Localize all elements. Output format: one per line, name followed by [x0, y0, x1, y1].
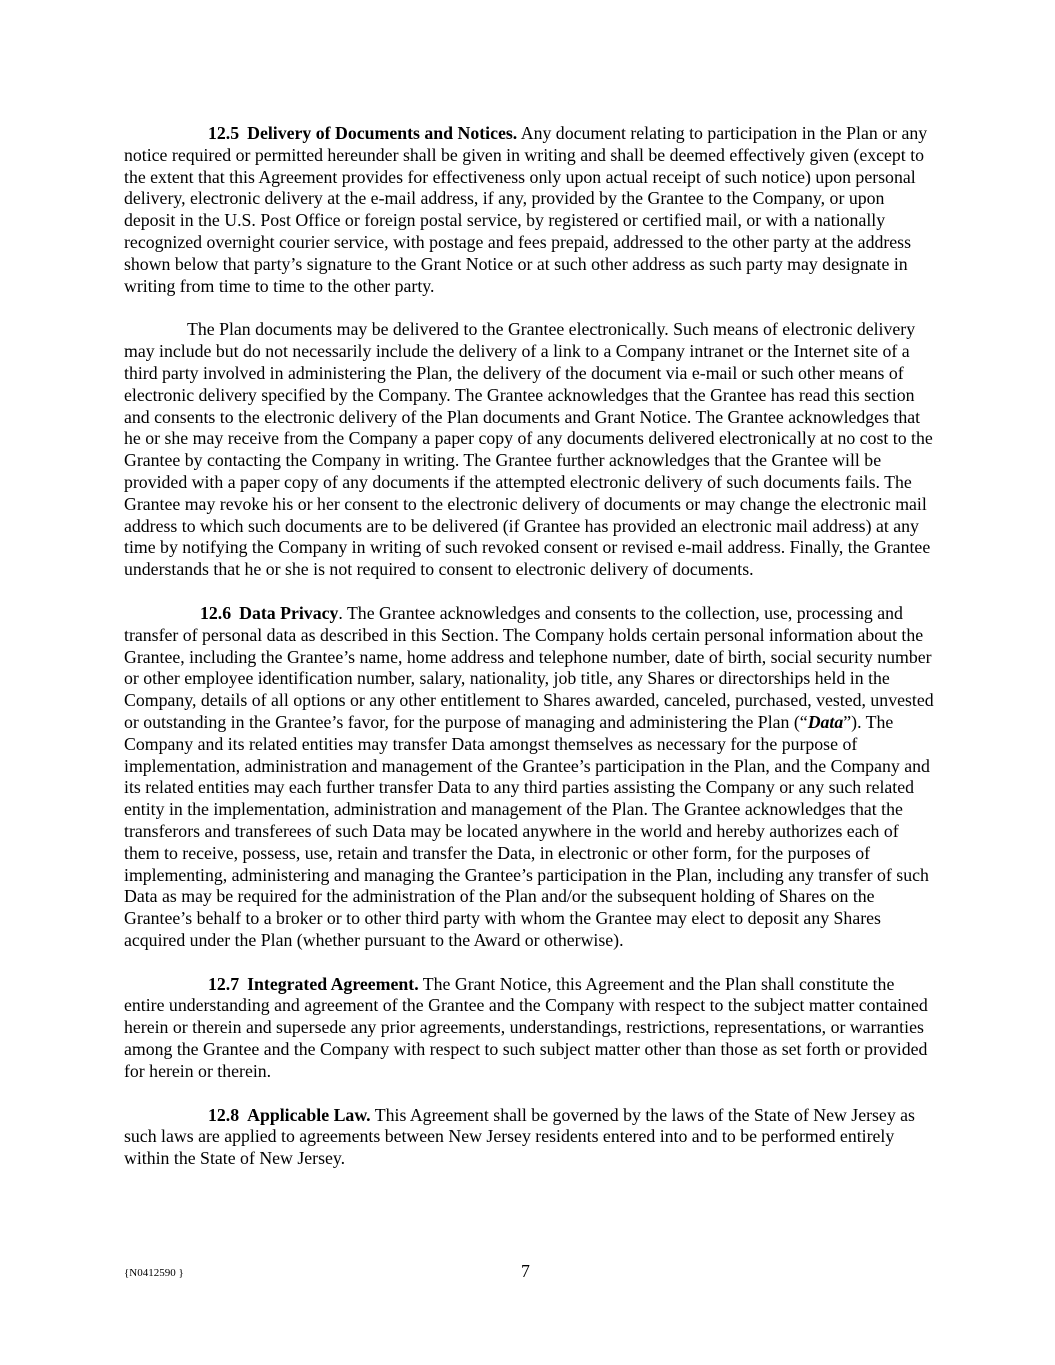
section-title: Integrated Agreement.	[247, 973, 419, 994]
section-body: The Grant Notice, this Agreement and the Plan shall constitute the entire understanding and agreement of the Grantee and the Company with respect to the subject matter contained herein or therein and supersede any prior agreements, understandings, restrictions, representations, or warranties among the Grantee and the Company with respect to such subject matter other than those as set forth or provided for herein or therein.	[124, 973, 928, 1081]
section-body: . The Grantee acknowledges and consents to the collection, use, processing and transfer of personal data as described in this Section. The Company holds certain personal information about the Grantee, including the Grantee’s name, home address and telephone number, date of birth, social security number or other employee identification number, salary, nationality, job title, any Shares or directorships held in the Company, details of all options or any other entitlement to Shares awarded, canceled, purchased, vested, unvested or outstanding in the Grantee’s favor, for the purpose of managing and administering the Plan (“	[124, 602, 934, 732]
page-number: 7	[521, 1261, 530, 1281]
section-body-continued: ”). The Company and its related entities may transfer Data amongst themselves as necessary for the purpose of implementation, administration and management of the Grantee’s participation in the Plan, and the Company and its related entities may each further transfer Data to any third parties assisting the Company or any such related entity in the implementation, administration and management of the Plan. The Grantee acknowledges that the transferors and transferees of such Data may be located anywhere in the world and hereby authorizes each of them to receive, possess, use, retain and transfer the Data, in electronic or other form, for the purposes of implementing, administering and managing the Grantee’s participation in the Plan, including any transfer of such Data as may be required for the administration of the Plan and/or the subsequent holding of Shares on the Grantee’s behalf to a broker or to other third party with whom the Grantee may elect to deposit any Shares acquired under the Plan (whether pursuant to the Award or otherwise).	[124, 711, 930, 950]
section-12-7	[124, 974, 936, 1083]
defined-term: Data	[807, 711, 844, 732]
section-title: Applicable Law.	[247, 1104, 371, 1125]
section-number: 12.5	[208, 123, 240, 143]
section-body: Any document relating to participation in the Plan or any notice required or permitted hereunder shall be given in writing and shall be deemed effectively given (except to the extent that this Agreement provides for effectiveness only upon actual receipt of such notice) upon personal delivery, electronic delivery at the e-mail address, if any, provided by the Grantee to the Company, or upon deposit in the U.S. Post Office or foreign postal service, by registered or certified mail, or with a nationally recognized overnight courier service, with postage and fees prepaid, addressed to the other party at the address shown below that party’s signature to the Grant Notice or at such other address as such party may designate in writing from time to time to the other party.	[124, 123, 928, 296]
section-number: 12.6	[200, 602, 232, 623]
section-title: Data Privacy	[239, 602, 339, 623]
section-title: Delivery of Documents and Notices.	[247, 123, 518, 143]
document-id: {N0412590 }	[124, 1267, 184, 1279]
section-body: The Plan documents may be delivered to the Grantee electronically. Such means of electronic delivery may include but do not necessarily include the delivery of a link to a Company intranet or the Internet site of a third party involved in administering the Plan, the delivery of the document via e-mail or such other means of electronic delivery specified by the Company. The Grantee acknowledges that the Grantee has read this section and consents to the electronic delivery of the Plan documents and Grant Notice. The Grantee acknowledges that he or she may receive from the Company a paper copy of any documents delivered electronically at no cost to the Grantee by contacting the Company in writing. The Grantee further acknowledges that the Grantee will be provided with a paper copy of any documents if the attempted electronic delivery of such documents fails. The Grantee may revoke his or her consent to the electronic delivery of documents or may change the electronic mail address to which such documents are to be delivered (if Grantee has provided an electronic mail address) at any time by notifying the Company in writing of such revoked consent or revised e-mail address. Finally, the Grantee understands that he or she is not required to consent to electronic delivery of documents.	[124, 319, 933, 580]
section-12-6	[124, 603, 936, 952]
section-12-5	[124, 123, 936, 297]
section-number: 12.7	[208, 973, 240, 994]
section-number: 12.8	[208, 1104, 240, 1125]
section-body: This Agreement shall be governed by the laws of the State of New Jersey as such laws are applied to agreements between New Jersey residents entered into and to be performed entirely within the State of New Jersey.	[124, 1104, 915, 1169]
section-12-8	[124, 1105, 936, 1170]
section-12-5-electronic-delivery	[124, 319, 936, 581]
document-page	[124, 123, 936, 1192]
